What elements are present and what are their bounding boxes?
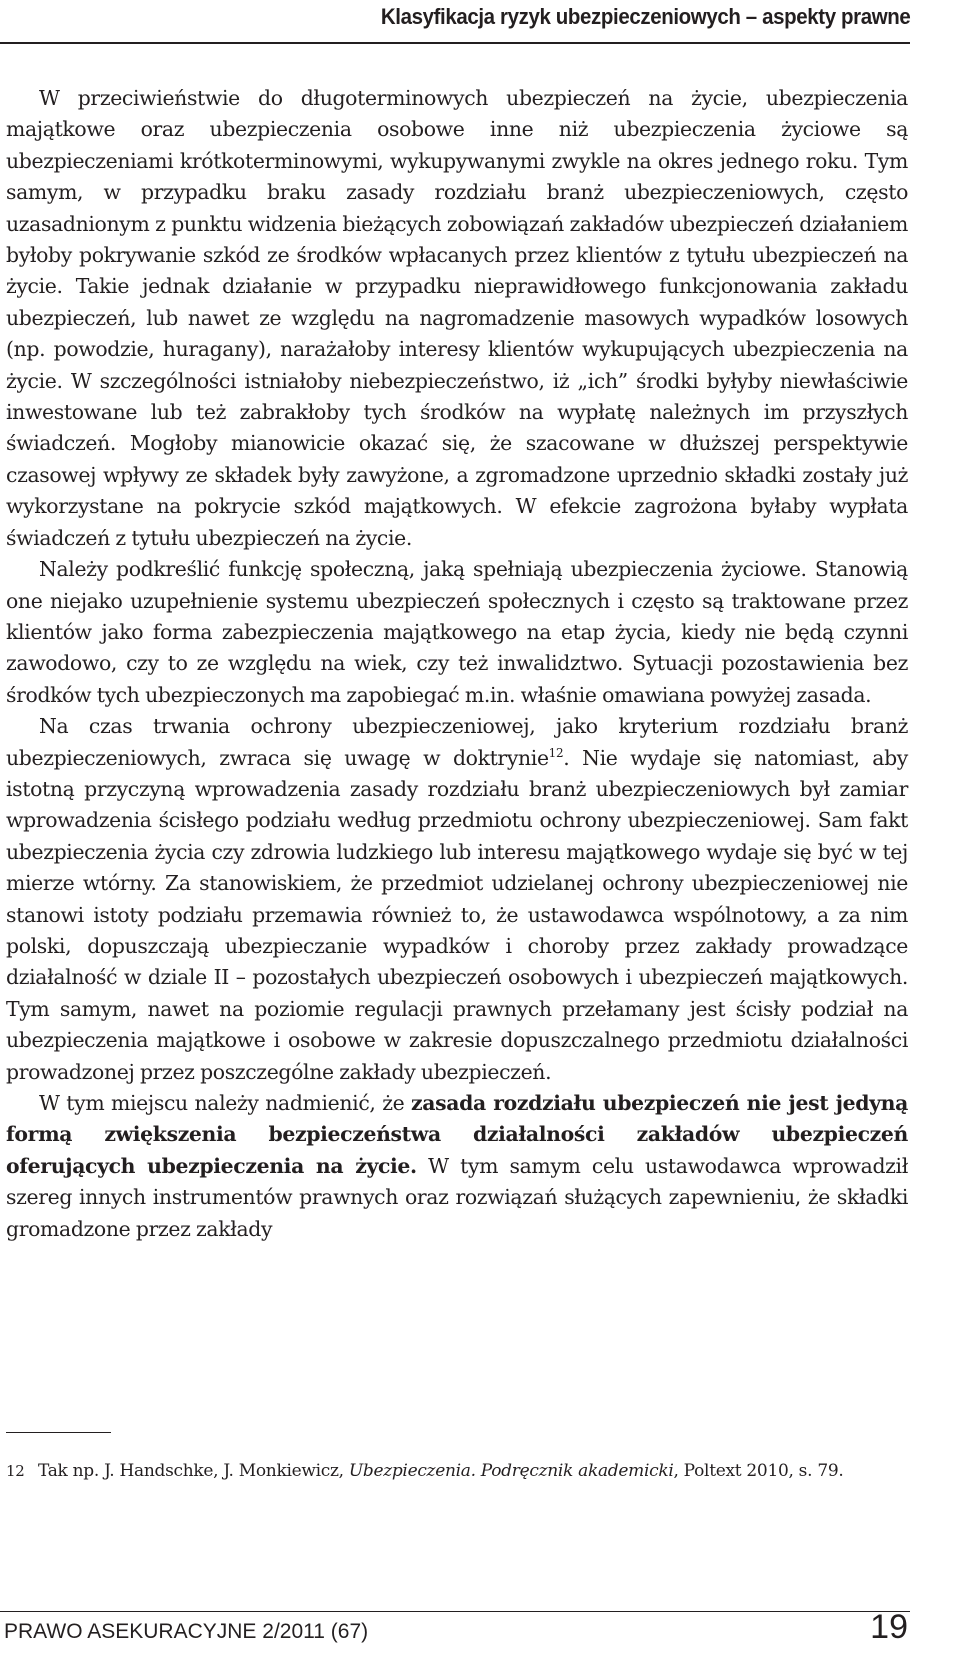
footnote-number: 12 xyxy=(6,1462,25,1480)
paragraph-3 xyxy=(6,711,908,1088)
header-rule xyxy=(0,42,910,44)
paragraph-1-text: W przeciwieństwie do długoterminowych ubezpieczeń na życie, ubezpieczenia majątkowe oraz ubezpieczenia osobowe inne niż ubezpieczenia życiowe są ubezpieczeniami krótkoterminowymi, wykupywanymi zwykle na okres jednego roku. Tym samym, w przypadku braku zasady rozdziału branż ubezpieczeniowych, często uzasadnionym z punktu widzenia bieżących zobowiązań zakładów ubezpieczeń działaniem byłoby pokrywanie szkód ze środków wpłacanych przez klientów z tytułu ubezpieczeń na życie. Takie jednak działanie w przypadku nieprawidłowego funkcjonowania zakładu ubezpieczeń, lub nawet ze względu na nagromadzenie masowych wypadków losowych (np. powodzie, huragany), narażałoby interesy klientów wykupujących ubezpieczenia na życie. W szczególności istniałoby niebezpieczeństwo, iż „ich” środki byłyby niewłaściwie inwestowane lub też zabrakłoby tych środków na wypłatę należnych im przyszłych świadczeń. Mogłoby mianowicie okazać się, że szacowane w dłuższej perspektywie czasowej wpływy ze składek były zawyżone, a zgromadzone uprzednio składki zostały już wykorzystane na pokrycie szkód majątkowych. W efekcie zagrożona byłaby wypłata świadczeń z tytułu ubezpieczeń na życie. xyxy=(6,86,908,550)
footnote-title: Ubezpieczenia. Podręcznik akademicki xyxy=(348,1461,674,1481)
paragraph-1 xyxy=(6,83,908,554)
paragraph-3-text-before-ref: Na czas trwania ochrony ubezpieczeniowej, jako kryterium rozdziału branż ubezpieczeniowych, zwraca się uwagę w doktrynie xyxy=(6,714,908,770)
paragraph-4-text-before-bold: W tym miejscu należy nadmienić, że xyxy=(39,1091,412,1115)
footnote xyxy=(6,1457,908,1485)
footnote-text-after-title: , Poltext 2010, s. 79. xyxy=(673,1461,844,1481)
paragraph-4 xyxy=(6,1088,908,1245)
running-head-title: Klasyfikacja ryzyk ubezpieczeniowych – aspekty prawne xyxy=(380,4,910,29)
paragraph-2-text: Należy podkreślić funkcję społeczną, jaką spełniają ubezpieczenia życiowe. Stanowią one niejako uzupełnienie systemu ubezpieczeń społecznych i często są traktowane przez klientów jako forma zabezpieczenia majątkowego na etap życia, kiedy nie będą czynni zawodowo, czy to ze względu na wiek, czy też inwalidztwo. Sytuacji pozostawienia bez środków tych ubezpieczonych ma zapobiegać m.in. właśnie omawiana powyżej zasada. xyxy=(6,557,908,707)
paragraph-4-text-after-bold: W tym samym celu ustawodawca wprowadził szereg innych instrumentów prawnych oraz rozwiązań służących zapewnieniu, że składki gromadzone przez zakłady xyxy=(6,1153,908,1241)
journal-name: PRAWO ASEKURACYJNE 2/2011 (67) xyxy=(4,1620,369,1643)
page-number: 19 xyxy=(870,1608,908,1646)
footer-rule xyxy=(0,1611,910,1612)
footnote-rule xyxy=(6,1432,111,1433)
paragraph-2 xyxy=(6,554,908,711)
paragraph-3-text-after-ref: . Nie wydaje się natomiast, aby istotną przyczyną wprowadzenia zasady rozdziału branż ubezpieczeniowych był zamiar wprowadzenia ścisłego podziału według przedmiotu ochrony ubezpieczeniowej. Sam fakt ubezpieczenia życia czy zdrowia ludzkiego lub interesu majątkowego wydaje się być w tej mierze wtórny. Za stanowiskiem, że przedmiot udzielanej ochrony ubezpieczeniowej nie stanowi istoty podziału przemawia również to, że ustawodawca wspólnotowy, a za nim polski, dopuszczają ubezpieczanie wypadków i choroby przez zakłady prowadzące działalność w dziale II – pozostałych ubezpieczeń osobowych i ubezpieczeń majątkowych. Tym samym, nawet na poziomie regulacji prawnych przełamany jest ścisły podział na ubezpieczenia majątkowe i osobowe w zakresie dopuszczalnego przedmiotu działalności prowadzonej przez poszczególne zakłady ubezpieczeń. xyxy=(6,745,908,1084)
body-text xyxy=(6,83,908,1245)
footnote-text-before-title: Tak np. J. Handschke, J. Monkiewicz, xyxy=(38,1461,349,1481)
paragraph-4-bold-statement: zasada rozdziału ubezpieczeń nie jest jedyną formą zwiększenia bezpieczeństwa działalności zakładów ubezpieczeń oferujących ubezpieczenia na życie. xyxy=(6,1091,908,1178)
footnote-reference[interactable]: 12 xyxy=(548,745,564,760)
